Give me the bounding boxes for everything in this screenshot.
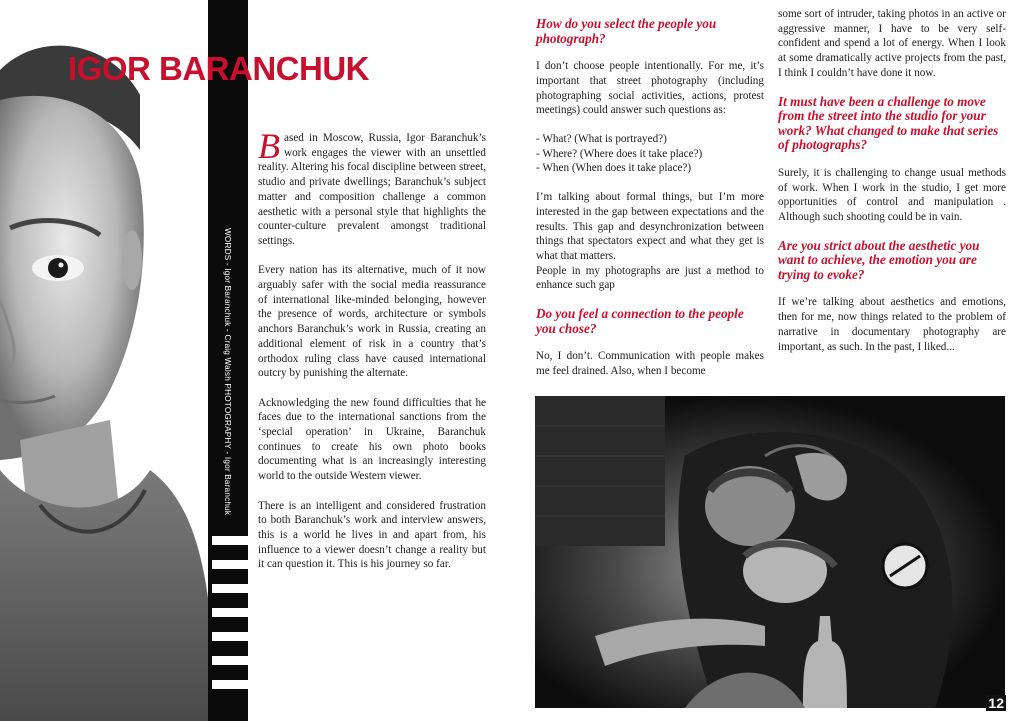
answer-text: People in my photographs are just a method to enhance such gap	[536, 264, 764, 292]
interview-column-1	[536, 17, 764, 393]
intro-paragraph-2: Every nation has its alternative, much of it now arguably safer with the social media reassurance of international like-minded belonging, however the presence of words, architecture or symbols anchors Baranchuk’s work in Russia, creating an additional element of risk in a country that’s orthodox ruling class have caused international outcry by punishing the alternate.	[258, 264, 486, 380]
right-page	[512, 0, 1024, 721]
portrait-photo	[0, 0, 230, 721]
answer-text: If we’re talking about aesthetics and emotions, then for me, now things related to the problem of narrative in documentary photography are important, as such. In the past, I liked...	[778, 296, 1006, 353]
intro-paragraph-4: There is an intelligent and considered frustration to both Baranchuk’s work and interview answers, this is a world he lives in and apart from, his influence to a viewer doesn’t change a reality but it can question it. This is his journey so far.	[258, 499, 486, 571]
intro-paragraph-1: Based in Moscow, Russia, Igor Baranchuk’s work engages the viewer with an unsettled reality. Altering his focal discipline between street, studio and private dwellings; Baranchuk’s subject matter and composition challenge a common aesthetic with a personal style that highlights the counter-culture prevalent amongst traditional settings.	[258, 126, 486, 247]
answer-text: No, I don’t. Communication with people makes me feel drained. Also, when I become	[536, 350, 764, 377]
credits-text: WORDS - Igor Baranchuk - Craig Walsh PHOTOGRAPHY - Igor Baranchuk	[223, 228, 232, 516]
answer-text: I don’t choose people intentionally. For me, it’s important that street photography (including photographing social activities, actions, protest meetings) could answer such questions as:	[536, 60, 764, 117]
credits	[218, 228, 236, 558]
question-heading: How do you select the people you photograph?	[536, 16, 717, 46]
strip-bars	[212, 536, 248, 704]
drop-cap: B	[258, 126, 280, 166]
question-list	[536, 132, 764, 176]
answer-text: I’m talking about formal things, but I’m more interested in the gap between expectations and the results. This gap and desynchronization between things that spectators expect and what they get is what that matters.	[536, 191, 764, 262]
street-photo	[535, 396, 1005, 708]
question-heading: Do you feel a connection to the people you chose?	[536, 306, 744, 336]
answer-text: some sort of intruder, taking photos in an active or aggressive manner, I have to be very self-confident and spend a lot of energy. When I look at some dramatically active projects from the past, I think I couldn’t have done it now.	[778, 8, 1006, 79]
list-item: - When (When does it take place?)	[536, 162, 692, 175]
answer-text: Surely, it is challenging to change usual methods of work. When I work in the studio, I get more opportunities of control and manipulation . Although such shooting could be in vain.	[778, 166, 1006, 223]
question-heading: Are you strict about the aesthetic you want to achieve, the emotion you are trying to evoke?	[778, 237, 980, 282]
intro-text	[258, 126, 486, 587]
interview-column-2	[778, 7, 1006, 368]
question-heading: It must have been a challenge to move from the street into the studio for your work? What changed to make that series of photographs?	[778, 93, 999, 153]
page-number: 12	[988, 695, 1004, 711]
list-item: - What? (What is portrayed?)	[536, 133, 667, 145]
article-title: IGOR BARANCHUK	[68, 50, 369, 87]
intro-paragraph-3: Acknowledging the new found difficulties that he faces due to the international sanctions from the ‘special operation’ in Ukraine, Baranchuk continues to create his own photo books documenting what is an increasingly interesting world to the outside Western viewer.	[258, 396, 486, 483]
list-item: - Where? (Where does it take place?)	[536, 147, 703, 160]
